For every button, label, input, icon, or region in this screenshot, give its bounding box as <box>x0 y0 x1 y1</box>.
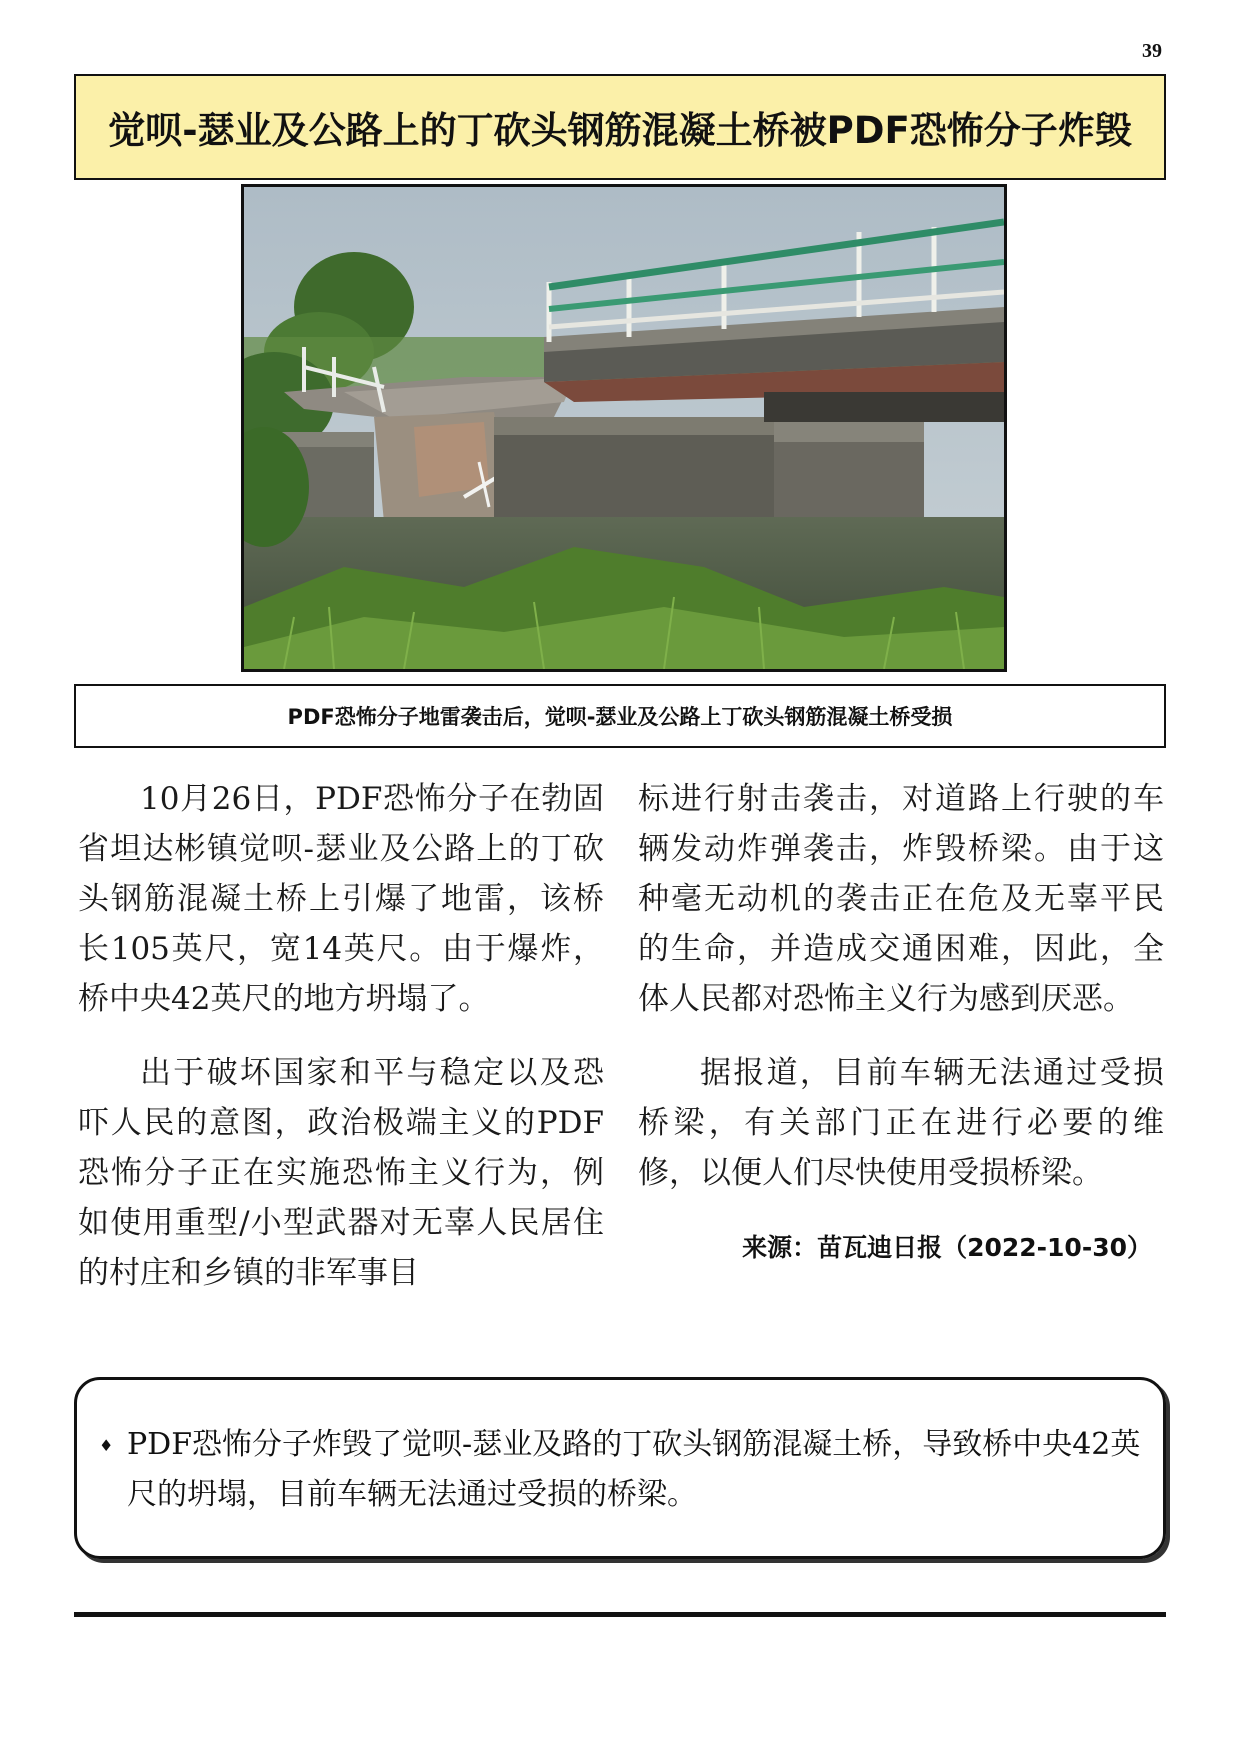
article-paragraph: 据报道，目前车辆无法通过受损桥梁，有关部门正在进行必要的维修，以便人们尽快使用受损桥梁。 <box>638 1055 1164 1191</box>
page-number: 39 <box>1142 40 1162 62</box>
article-column-left <box>78 774 604 1322</box>
page-title: 觉呗-瑟业及公路上的丁砍头钢筋混凝土桥被PDF恐怖分子炸毁 <box>108 109 1132 152</box>
article-paragraph: 10月26日，PDF恐怖分子在勃固省坦达彬镇觉呗-瑟业及公路上的丁砍头钢筋混凝土桥上引爆了地雷，该桥长105英尺，宽14英尺。由于爆炸，桥中央42英尺的地方坍塌了。 <box>78 781 604 1017</box>
summary-text: PDF恐怖分子炸毁了觉呗-瑟业及路的丁砍头钢筋混凝土桥，导致桥中央42英尺的坍塌，目前车辆无法通过受损的桥梁。 <box>127 1427 1141 1512</box>
title-banner <box>74 74 1166 180</box>
photo-caption-box <box>74 684 1166 748</box>
article-paragraph: 标进行射击袭击，对道路上行驶的车辆发动炸弹袭击，炸毁桥梁。由于这种毫无动机的袭击正在危及无辜平民的生命，并造成交通困难，因此，全体人民都对恐怖主义行为感到厌恶。 <box>638 781 1164 1017</box>
article-body <box>78 774 1164 1322</box>
article-paragraph: 出于破坏国家和平与稳定以及恐吓人民的意图，政治极端主义的PDF恐怖分子正在实施恐怖主义行为，例如使用重型/小型武器对无辜人民居住的村庄和乡镇的非军事目 <box>78 1055 604 1291</box>
diamond-bullet-icon: ♦ <box>99 1436 114 1455</box>
article-source: 来源：苗瓦迪日报（2022-10-30） <box>742 1233 1152 1262</box>
photo-caption: PDF恐怖分子地雷袭击后，觉呗-瑟业及公路上丁砍头钢筋混凝土桥受损 <box>287 705 953 729</box>
damaged-bridge-image <box>244 187 1004 669</box>
article-column-right <box>638 774 1164 1322</box>
bottom-divider <box>74 1612 1166 1617</box>
bridge-photo <box>241 184 1007 672</box>
summary-box <box>74 1377 1166 1559</box>
